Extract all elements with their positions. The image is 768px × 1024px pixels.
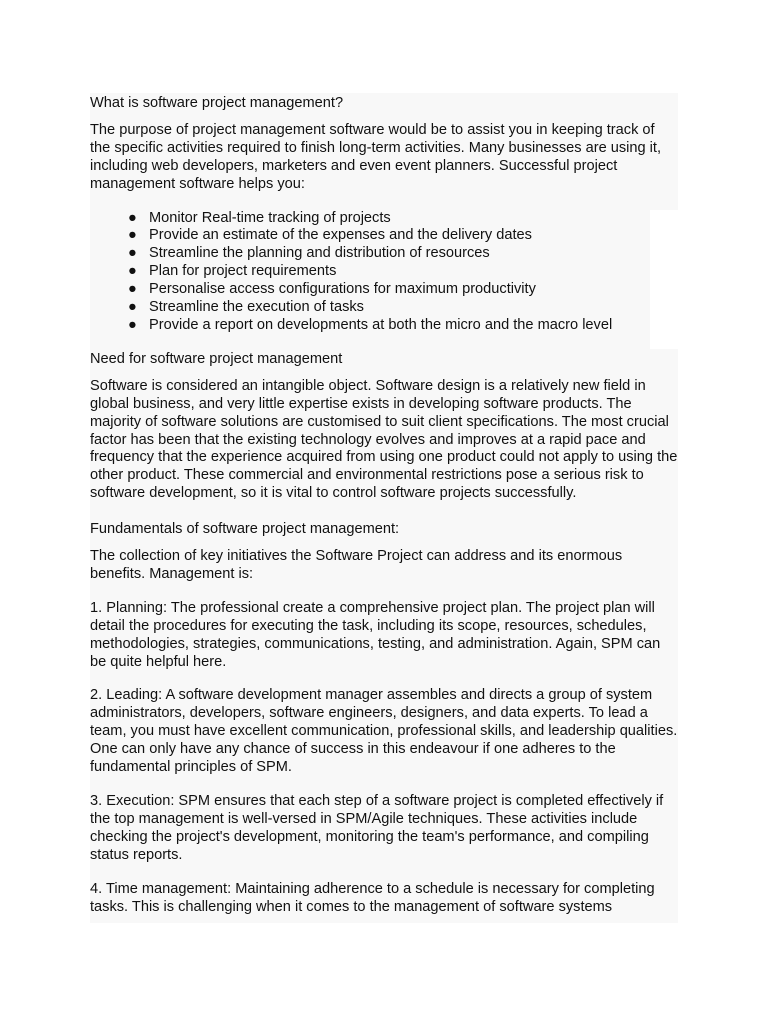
bullet-item <box>90 317 650 335</box>
bullet-icon: ● <box>128 263 137 280</box>
bullet-item <box>90 245 650 263</box>
feature-bullet-list <box>90 210 650 349</box>
bullet-icon: ● <box>128 281 137 298</box>
bullet-item <box>90 263 650 281</box>
bullet-item <box>90 299 650 317</box>
document-page <box>90 93 678 923</box>
bullet-icon: ● <box>128 209 137 226</box>
bullet-item <box>90 281 650 299</box>
bullet-icon: ● <box>128 245 137 262</box>
bullet-text: Provide an estimate of the expenses and the delivery dates <box>149 227 532 244</box>
point-time-management: 4. Time management: Maintaining adherence to a schedule is necessary for completing tasks. This is challenging when it comes to the management of software systems <box>90 881 678 923</box>
bullet-item <box>90 210 650 228</box>
bullet-text: Provide a report on developments at both the micro and the macro level <box>149 316 613 333</box>
bullet-text: Streamline the planning and distribution of resources <box>149 245 490 262</box>
fundamentals-heading: Fundamentals of software project management: <box>90 519 678 548</box>
intro-paragraph: The purpose of project management software would be to assist you in keeping track of the specific activities required to finish long-term activities. Many businesses are using it, including web developers, marketers and even event planners. Successful project management software helps you: <box>90 122 678 210</box>
bullet-icon: ● <box>128 299 137 316</box>
bullet-item <box>90 227 650 245</box>
fundamentals-intro: The collection of key initiatives the Software Project can address and its enormous benefits. Management is: <box>90 548 678 600</box>
point-leading: 2. Leading: A software development manager assembles and directs a group of system administrators, developers, software engineers, designers, and data experts. To lead a team, you must have excellent communication, professional skills, and leadership qualities. One can only have any chance of success in this endeavour if one adheres to the fundamental principles of SPM. <box>90 687 678 793</box>
point-execution: 3. Execution: SPM ensures that each step of a software project is completed effectively if the top management is well-versed in SPM/Agile techniques. These activities include checking the project's development, monitoring the team's performance, and compiling status reports. <box>90 793 678 881</box>
bullet-icon: ● <box>128 316 137 333</box>
point-planning: 1. Planning: The professional create a comprehensive project plan. The project plan will detail the procedures for executing the task, including its scope, resources, schedules, methodologies, strategies, communications, testing, and administration. Again, SPM can be quite helpful here. <box>90 600 678 688</box>
need-paragraph: Software is considered an intangible object. Software design is a relatively new field in global business, and very little expertise exists in developing software products. The majority of software solutions are customised to suit client specifications. The most crucial factor has been that the existing technology evolves and improves at a rapid pace and frequency that the experience acquired from using one product could not apply to using the other product. These commercial and environmental restrictions pose a serious risk to software development, so it is vital to control software projects successfully. <box>90 378 678 519</box>
bullet-icon: ● <box>128 227 137 244</box>
bullet-text: Personalise access configurations for maximum productivity <box>149 281 536 298</box>
bullet-text: Streamline the execution of tasks <box>149 299 364 316</box>
bullet-text: Plan for project requirements <box>149 263 337 280</box>
need-heading: Need for software project management <box>90 349 678 378</box>
bullet-text: Monitor Real-time tracking of projects <box>149 209 391 226</box>
intro-heading: What is software project management? <box>90 93 678 122</box>
